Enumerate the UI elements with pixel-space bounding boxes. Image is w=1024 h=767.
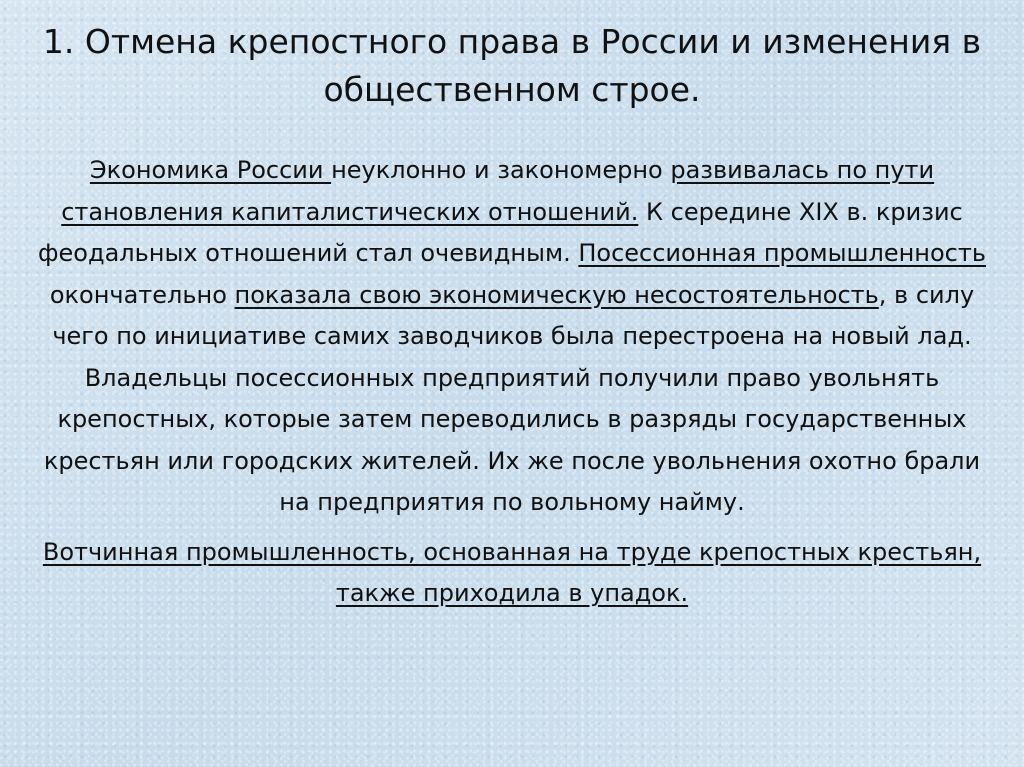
- text-fragment: окончательно: [49, 280, 235, 309]
- slide-body: [36, 150, 988, 623]
- underlined-phrase-possessional-industry: Посессионная промышленность: [578, 239, 986, 267]
- slide-title: 1. Отмена крепостного права в России и изменения в общественном строе.: [42, 22, 982, 109]
- text-fragment: К середине XIX в. кризис феодальных отношений стал очевидным.: [38, 197, 963, 267]
- underlined-phrase-insolvency: показала свою экономическую несостоятельность: [234, 280, 879, 309]
- paragraph-economy: [36, 150, 988, 524]
- underlined-phrase-patrimonial-industry: Вотчинная промышленность, основанная на труде крепостных крестьян, также приходила в упадок.: [42, 537, 982, 607]
- text-fragment: неуклонно и закономерно: [331, 156, 671, 184]
- underlined-phrase-development: развивалась по пути становления капиталистических отношений.: [61, 156, 935, 226]
- text-fragment: , в силу чего по инициативе самих заводчиков была перестроена на новый лад. Владельцы посессионных предприятий получили право увольнять крепостных, которые затем переводились в разряды государственных крестьян или городских жителей. Их же после увольнения охотно брали на предприятия по вольному найму.: [43, 280, 981, 516]
- paragraph-patrimonial: [36, 532, 988, 615]
- underlined-phrase-economy: Экономика России: [89, 156, 332, 184]
